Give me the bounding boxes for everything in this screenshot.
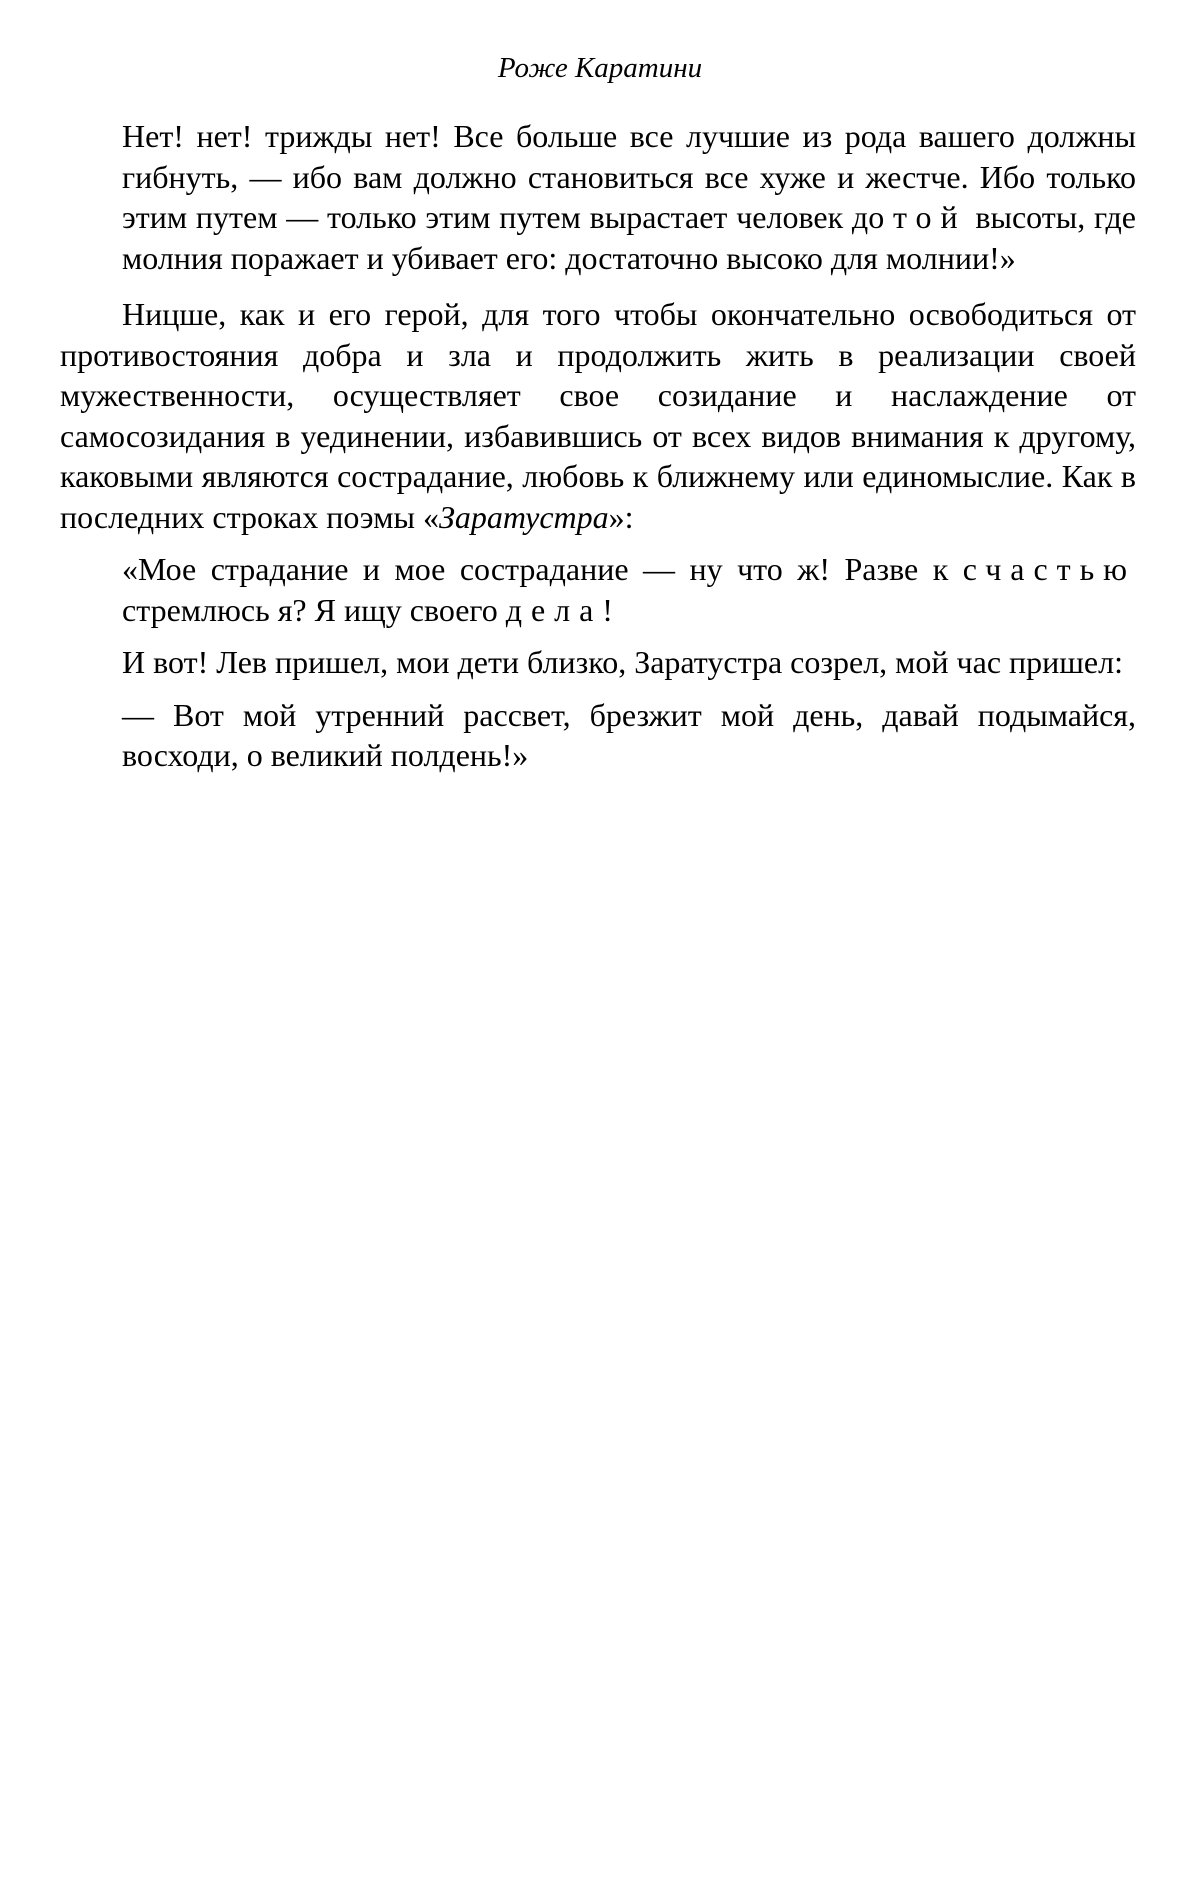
quote-paragraph-2 <box>60 549 1136 630</box>
italic-title: Заратустра <box>438 498 609 535</box>
body-paragraph <box>60 294 1136 537</box>
quote-paragraph-3: И вот! Лев пришел, мои дети близко, Заратустра созрел, мой час пришел: <box>122 644 1123 680</box>
running-header: Роже Каратини <box>497 52 703 84</box>
quote-paragraph-4: — Вот мой утренний рассвет, брезжит мой день, давай подымайся, восходи, о великий полдень!» <box>122 696 1136 773</box>
text-run: ! <box>602 591 613 628</box>
text-run: Нет! нет! трижды нет! Все больше все лучшие из рода вашего должны гибнуть, — ибо вам должно становиться все хуже и жестче. Ибо только этим путем — только этим путем вырастает человек до <box>122 118 1136 235</box>
quote-paragraph-1 <box>60 116 1136 278</box>
spaced-word: той <box>892 199 967 235</box>
text-run: «Мое страдание и мое сострадание — ну что ж! Разве к <box>122 551 963 587</box>
spaced-word: дела <box>505 591 603 628</box>
page-body <box>60 116 1136 788</box>
spaced-word: счастью <box>962 551 1136 587</box>
text-run: »: <box>608 498 634 535</box>
text-run: высоты, где молния поражает и убивает его: достаточно высоко для молнии!» <box>122 199 1136 276</box>
text-run: Ницше, как и его герой, для того чтобы окончательно освободиться от противостояния добра и зла и продолжить жить в реализации своей мужественности, осуществляет свое созидание и наслаждение от самосозидания в уединении, избавившись от всех видов внимания к другому, каковыми являются сострадание, любовь к ближнему или единомыслие. Как в последних строках поэмы « <box>60 296 1136 535</box>
text-run: стремлюсь я? Я ищу своего <box>122 591 506 628</box>
